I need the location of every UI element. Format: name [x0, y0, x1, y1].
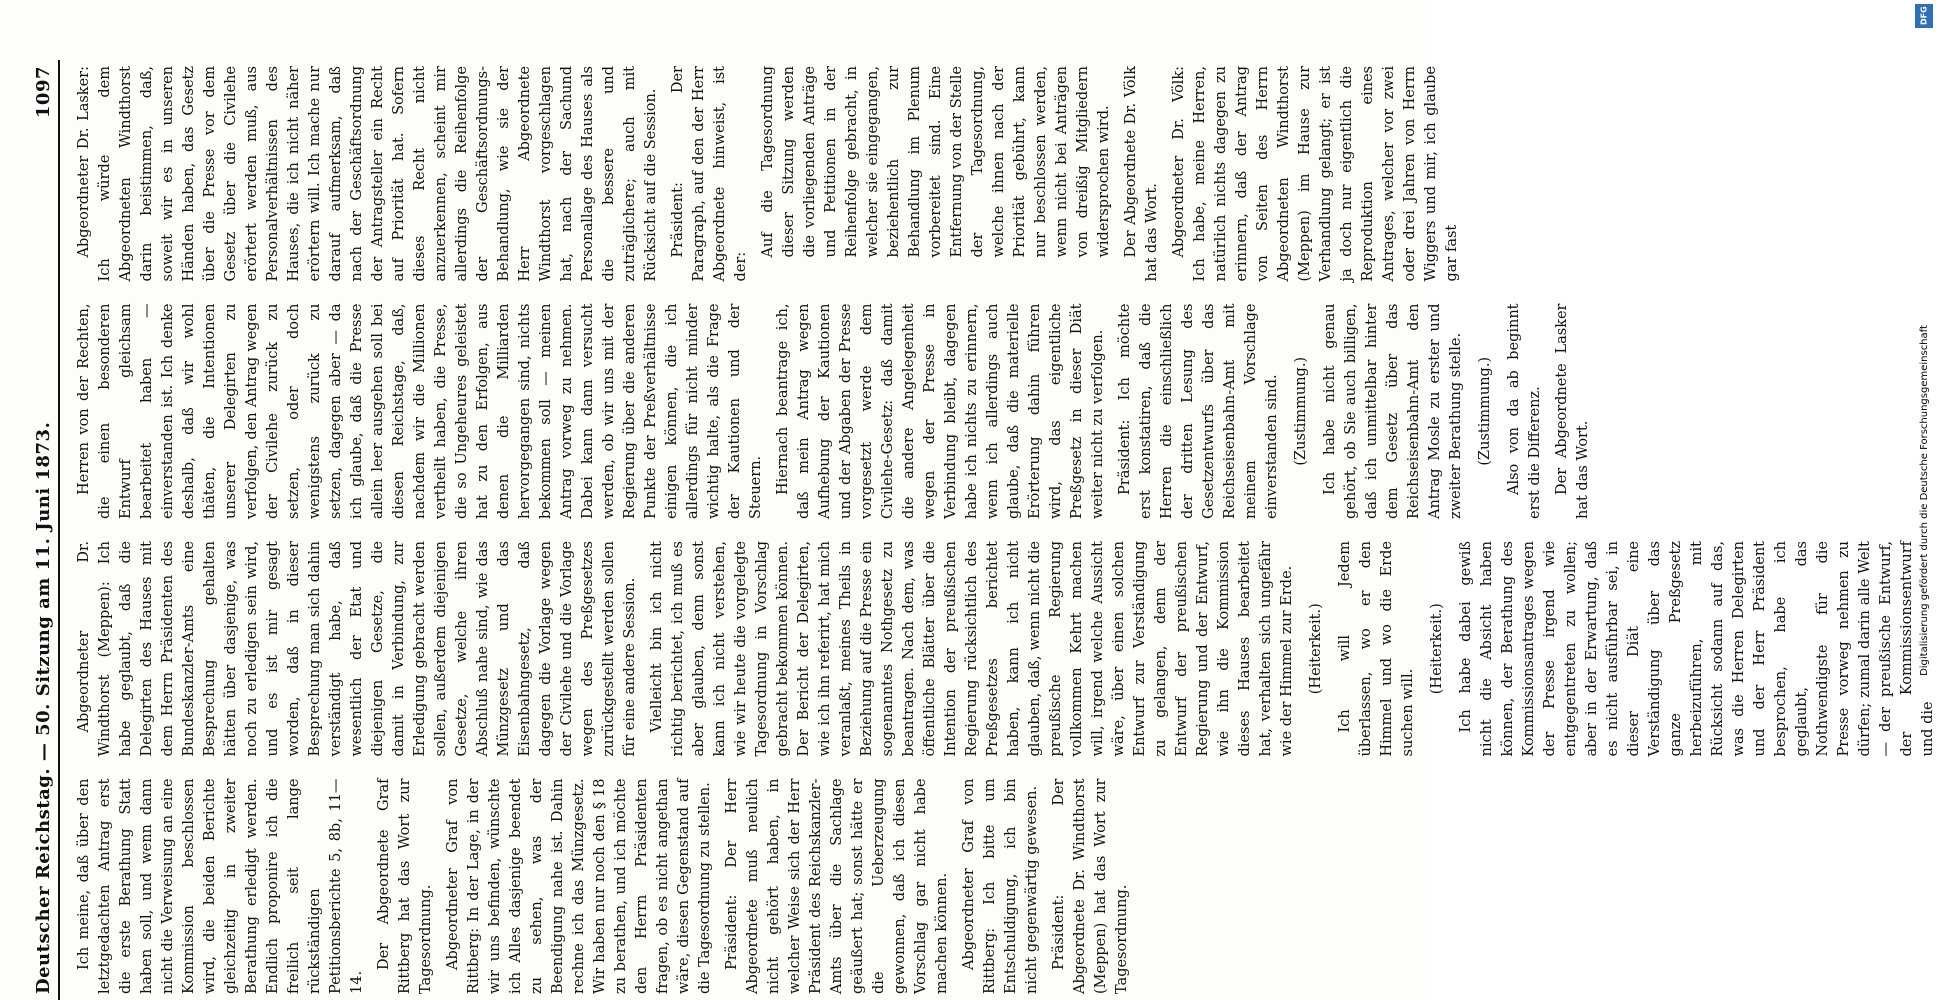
- paragraph: Abgeordneter Dr. Völk: Ich habe, meine Herren, natürlich nichts dagegen zu erinnern, daß der Antrag von Seiten des Herrn Abgeordneten Windthorst (Meppen) im Hause zur Verhandlung gelangt; er ist ja doch nur eigentlich die Reproduktion eines Antrages, welcher vor zwei oder drei Jahren von Herrn Wiggers und mir, ich glaube gar fast: [1171, 66, 1460, 282]
- page-header: [20, 60, 60, 1000]
- interjection: (Heiterkeit.): [1308, 603, 1324, 695]
- paragraph: Also von da ab beginnt erst die Differenz.: [1506, 303, 1543, 519]
- paragraph: Vielleicht bin ich nicht richtig berichtet, ich muß es aber glauben, denn sonst kann ich nicht verstehen, wie wir heute die vorgelegte Tagesordnung in Vorschlag gebracht bekommen können. Der Bericht der Delegirten, wie ich ihn referirt, hat mich veranlaßt, meines Theils in Beziehung auf die Presse ein sogenanntes Nothgesetz zu beantragen. Nach dem, was öffentliche Blätter über die Intention der preußischen Regierung rücksichtlich des Preßgesetzes berichtet haben, kann ich nicht glauben, daß, wenn nicht die preußische Regierung vollkommen Kehrt machen will, irgend welche Aussicht wäre, über einen solchen Entwurf zur Verständigung zu gelangen, denn der Entwurf der preußischen Regierung und der Entwurf, wie ihn die Kommission dieses Hauses bearbeitet hat, verhalten sich ungefähr wie der Himmel zur Erde.: [649, 541, 1295, 757]
- paragraph: Der Abgeordnete Graf Rittberg hat das Wort zur Tagesordnung.: [376, 778, 434, 994]
- paragraph: Abgeordneter Graf von Rittberg: Ich bitte um Entschuldigung, ich bin nicht gegenwärtig gewesen.: [961, 778, 1040, 994]
- column-1: [74, 779, 1334, 995]
- paragraph: Abgeordneter Dr. Lasker: Ich würde dem Abgeordneten Windthorst darin beistimmen, daß, soweit wir es in unseren Händen haben, das Gesetz über die Presse vor dem Gesetz über die Civilehe erörtert werden muß, aus Personalverhältnissen des Hauses, die ich nicht näher erörtern will. Ich mache nur darauf aufmerksam, daß nach der Geschäftsordnung der Antragsteller ein Recht auf Priorität hat. Sofern dieses Recht nicht anzuerkennen, scheint mir allerdings die Reihenfolge der Geschäftsordnungs-Behandlung, wie sie der Herr Abgeordnete Windthorst vorgeschlagen hat, nach der Sachund Personallage des Hauses als die bessere und zuträglichere; auch mit Rücksicht auf die Session.: [76, 66, 659, 282]
- paragraph: Der Abgeordnete Dr. Völk hat das Wort.: [1123, 66, 1160, 282]
- header-title: Deutscher Reichstag. — 50. Sitzung am 11. Juni 1873.: [33, 421, 54, 994]
- interjection: (Zustimmung.): [1477, 356, 1493, 466]
- paragraph: Präsident: Der Paragraph, auf den der Herr Abgeordnete hinweist, ist der:: [670, 66, 749, 282]
- digitization-credit: [1913, 0, 1935, 1000]
- dfg-logo-icon: DFG: [1915, 4, 1933, 28]
- paragraph: Der Abgeordnete Lasker hat das Wort.: [1554, 303, 1591, 519]
- paragraph: Ich meine, daß über den letztgedachten Antrag erst die erste Berathung Statt haben soll, und wenn dann nicht die Verweisung an eine Kommission beschlossen wird, die beiden Berichte gleichzeitig in zweiter Berathung erledigt werden. Endlich proponire ich die freilich seit lange rückständigen Petitionsberichte 5, 8b, 11—14.: [76, 778, 365, 994]
- paragraph: Ich habe dabei gewiß nicht die Absicht haben können, der Berathung des Kommissionsantrages wegen der Presse irgend wie entgegentreten zu wollen; aber in der Erwartung, daß es nicht ausführbar sei, in dieser Diät eine Verständigung über das ganze Preßgesetz herbeizuführen, mit Rücksicht sodann auf das, was die Herren Delegirten und der Herr Präsident besprochen, habe ich geglaubt, das Nothwendigste für die Presse vorweg nehmen zu dürfen; zumal darin alle Welt — der preußische Entwurf, der Kommissionsentwurf und die: [1458, 541, 1936, 757]
- paragraph: Abgeordneter Graf von Rittberg: In der Lage, in der wir uns befinden, wünschte ich Alles dasjenige beendet zu sehen, was der Beendigung nahe ist. Dahin rechne ich das Münzgesetz. Wir haben nur noch den § 18 zu berathen, und ich möchte den Herrn Präsidenten fragen, ob es nicht angethan wäre, diesen Gegenstand auf die Tagesordnung zu stellen.: [445, 778, 713, 994]
- paragraph: Präsident: Der Herr Abgeordnete muß neulich nicht gehört haben, in welcher Weise sich der Herr Präsident des Reichskanzler-Amts über die Sachlage geäußert hat; sonst hätte er die Ueberzeugung gewonnen, daß ich diesen Vorschlag gar nicht habe machen können.: [724, 778, 950, 994]
- paragraph: Herren von der Rechten, die einen besonderen Entwurf gleichsam bearbeitet haben — einverstanden ist. Ich denke deshalb, daß wir wohl thäten, die Intentionen unserer Delegirten zu verfolgen, den Antrag wegen der Civilehe zurück zu setzen, oder doch wenigstens zurück zu setzen, dagegen aber — da ich glaube, daß die Presse allein leer ausgehen soll bei diesen Reichstage, daß, nachdem wir die Millionen vertheilt haben, die Presse, die so Ungeheures geleistet hat zu den Erfolgen, aus denen die Milliarden hervorgegangen sind, nichts bekommen soll — meinen Antrag vorweg zu nehmen. Dabei kann dann versucht werden, ob wir uns mit der Regierung über die anderen Punkte der Preßverhältnisse einigen können, die ich allerdings für nicht minder wichtig halte, als die Frage der Kautionen und der Steuern.: [76, 303, 764, 519]
- paragraph: Ich habe nicht genau gehört, ob Sie auch billigen, daß ich unmittelbar hinter dem Gesetz über das Reichseisenbahn-Amt den Antrag Mosle zu erster und zweiter Berathung stelle.: [1322, 303, 1464, 519]
- paragraph: Ich will Jedem überlassen, wo er den Himmel und wo die Erde suchen will.: [1337, 541, 1416, 757]
- page-number: 1097: [33, 66, 54, 119]
- credit-text: Digitalisierung gefördert durch die Deutsche Forschungsgemeinschaft: [1918, 324, 1930, 676]
- interjection: (Zustimmung.): [1293, 356, 1309, 466]
- interjection: (Heiterkeit.): [1429, 603, 1445, 695]
- paragraph: Präsident: Ich möchte erst konstatiren, daß die Herren die einschließlich der dritten Lesung des Gesetzentwurfs über das Reichseisenbahn-Amt mit meinem Vorschlage einverstanden sind.: [1117, 303, 1280, 519]
- column-4: [74, 66, 1460, 282]
- paragraph: Präsident: Der Abgeordnete Dr. Windthorst (Meppen) hat das Wort zur Tagesordnung.: [1051, 778, 1130, 994]
- column-3: [74, 303, 1591, 520]
- paragraph: Hiernach beantrage ich, daß mein Antrag wegen Aufhebung der Kautionen und der Abgaben der Presse vorgesetzt werde dem Civilehe-Gesetz: daß damit die andere Angelegenheit wegen der Presse in Verbindung bleibt, dagegen habe ich nichts zu erinnern, wenn ich allerdings auch glaube, daß die materielle Erörterung dahin führen wird, das eigentliche Preßgesetz in dieser Diät weiter nicht zu verfolgen.: [775, 303, 1106, 519]
- paragraph: Abgeordneter Dr. Windthorst (Meppen): Ich habe geglaubt, daß die Delegirten des Hauses mit dem Herrn Präsidenten des Bundeskanzler-Amts eine Besprechung gehalten hätten über dasjenige, was noch zu erledigen sein wird, und es ist mir gesagt worden, daß in dieser Besprechung man sich dahin verständigt habe, daß wesentlich der Etat und diejenigen Gesetze, die damit in Verbindung, zur Erledigung gebracht werden sollen, außerdem diejenigen Gesetze, welche ihren Abschluß nahe sind, wie das Münzgesetz und das Eisenbahngesetz, daß dagegen die Vorlage wegen der Civilehe und die Vorlage wegen des Preßgesetzes zurückgestellt werden sollen für eine andere Session.: [76, 541, 638, 757]
- column-2: [74, 541, 1936, 757]
- quoted-rule: Auf die Tagesordnung dieser Sitzung werden die vorliegenden Anträge und Petitionen in der Reihenfolge gebracht, in welcher sie eingegangen, beziehentlich zur Behandlung im Plenum vorbereitet sind. Eine Entfernung von der Stelle der Tagesordnung, welche ihnen nach der Priorität gebührt, kann nur beschlossen werden, wenn nicht bei Anträgen von dreißig Mitgliedern widersprochen wird.: [760, 66, 1112, 258]
